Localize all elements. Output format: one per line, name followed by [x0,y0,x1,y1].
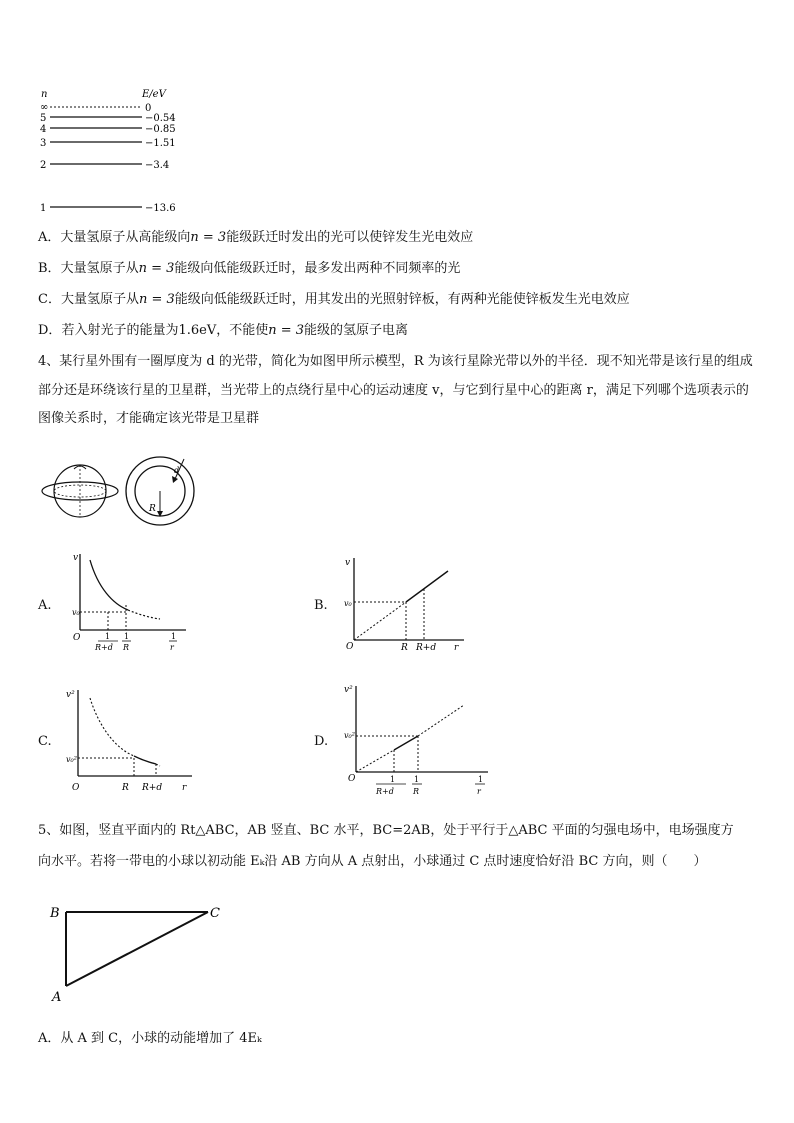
ring-label-d: d [174,466,180,475]
q3-option-d: D．若入射光子的能量为1.6eV，不能使n = 3能级的氢原子电离 [38,323,409,338]
svg-text:v: v [73,553,79,563]
level-n-3: 3 [40,138,47,149]
svg-text:1: 1 [478,775,484,784]
vertex-c: C [210,906,220,921]
svg-text:O: O [73,633,81,643]
q5-line-1: 5、如图，竖直平面内的 Rt△ABC，AB 竖直、BC 水平，BC=2AB，处于平行于△ABC 平面的匀强电场中，电场强度方 [38,823,734,838]
svg-text:r: r [170,643,174,652]
q5-option-a: A．从 A 到 C，小球的动能增加了 4Eₖ [38,1031,262,1046]
svg-text:O: O [348,774,356,784]
level-e-1: −13.6 [145,203,176,214]
svg-text:r: r [182,783,187,793]
graph-d-label: D. [314,734,329,749]
energy-header-e: E/eV [142,89,166,100]
svg-text:1: 1 [414,775,420,784]
level-e-5: −0.54 [145,113,176,124]
graph-b [340,552,470,652]
svg-text:r: r [477,787,481,796]
svg-text:R: R [401,643,408,653]
svg-text:v: v [345,558,351,568]
energy-header-n: n [41,89,48,100]
svg-text:R+d: R+d [376,787,394,796]
level-e-2: −3.4 [145,160,170,171]
graph-c-label: C. [38,734,52,749]
svg-text:v₀: v₀ [344,599,352,608]
svg-text:R+d: R+d [142,783,163,793]
svg-text:v²: v² [66,690,75,700]
q3-option-b: B．大量氢原子从n = 3能级向低能级跃迁时，最多发出两种不同频率的光 [38,261,461,276]
svg-text:R: R [413,787,420,796]
vertex-b: B [50,906,60,921]
svg-text:R: R [123,643,130,652]
triangle-abc-figure [44,898,234,1008]
q3-option-c: C．大量氢原子从n = 3能级向低能级跃迁时，用其发出的光照射锌板，有两种光能使锌板发生光电效应 [38,292,630,307]
level-n-1: 1 [40,203,47,214]
vertex-a: A [52,990,62,1005]
svg-text:1: 1 [105,632,111,641]
svg-text:v₀²: v₀² [344,731,355,740]
level-n-5: 5 [40,113,47,124]
graph-a [68,548,188,656]
svg-text:v²: v² [344,685,353,695]
svg-text:R: R [122,783,129,793]
svg-text:O: O [72,783,80,793]
svg-text:v₀²: v₀² [66,755,77,764]
q3-option-a: A．大量氢原子从高能级向n = 3能级跃迁时发出的光可以使锌发生光电效应 [38,230,474,245]
svg-text:1: 1 [390,775,396,784]
q4-text: 4、某行星外围有一圈厚度为 d 的光带，简化为如图甲所示模型，R 为该行星除光带以外的半径．现不知光带是该行星的组成部分还是环绕该行星的卫星群，当光带上的点绕行星中心的运动速度 v，与它到行星中心的距离 r，满足下列哪个选项表示的图像关系时，才能确定该光带是卫星群 [38,354,753,426]
svg-text:R+d: R+d [416,643,437,653]
level-e-inf: 0 [145,103,152,114]
level-n-2: 2 [40,160,47,171]
level-n-4: 4 [40,124,47,135]
level-n-inf: ∞ [40,102,49,113]
graph-b-label: B. [314,598,328,613]
level-e-3: −1.51 [145,138,176,149]
graph-d [342,680,492,798]
svg-text:R+d: R+d [95,643,113,652]
planet-ring-figure [36,455,216,527]
svg-text:r: r [454,643,459,653]
graph-c [64,684,194,793]
q5-line-2: 向水平。若将一带电的小球以初动能 Eₖ沿 AB 方向从 A 点射出，小球通过 C 点时速度恰好沿 BC 方向，则（ ） [38,854,707,869]
svg-text:1: 1 [171,632,177,641]
svg-text:v₀: v₀ [72,608,80,617]
energy-level-diagram [36,86,216,216]
ring-label-r: R [149,504,156,514]
level-e-4: −0.85 [145,124,176,135]
graph-a-label: A. [38,598,52,613]
svg-text:O: O [346,642,354,652]
svg-text:1: 1 [124,632,130,641]
